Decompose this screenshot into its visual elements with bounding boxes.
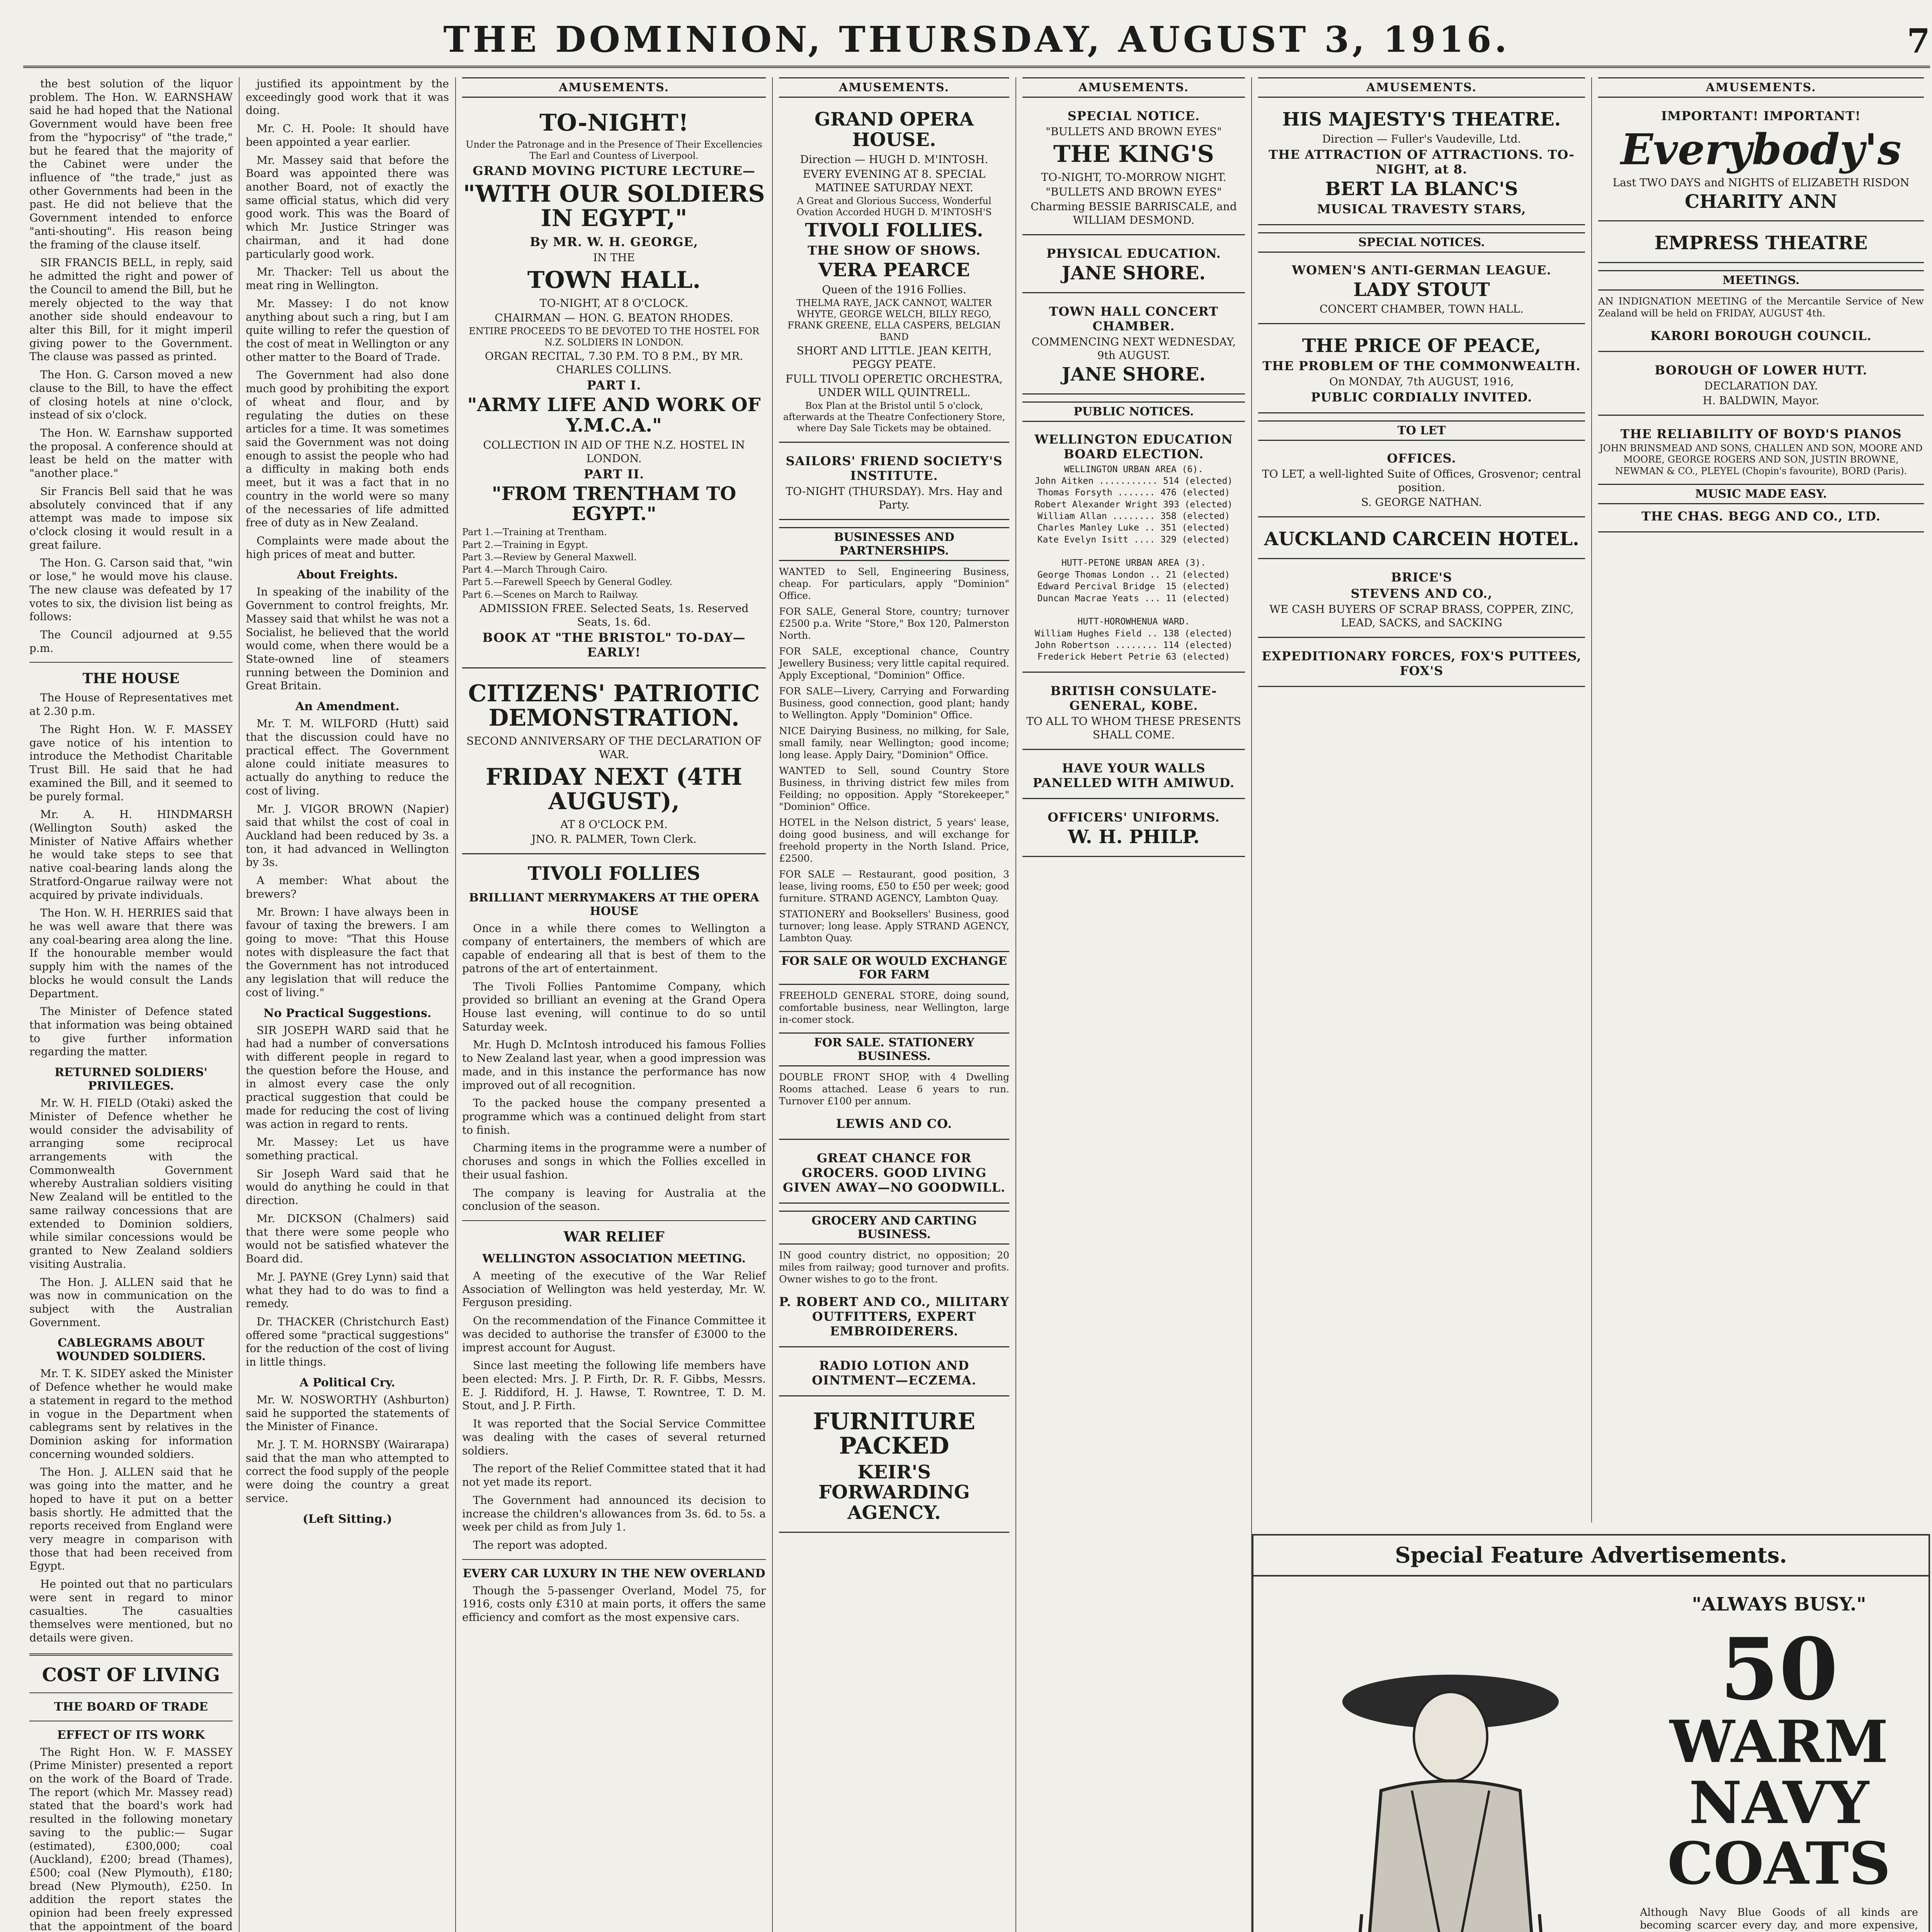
demonstration-advertisement — [462, 674, 766, 854]
league-advertisement — [1258, 257, 1585, 325]
ad-line: Part 2.—Training in Egypt. — [462, 539, 588, 550]
column-5 — [1016, 77, 1252, 1932]
ad-line: PART II. — [583, 466, 645, 481]
ad-line: THE SHOW OF SHOWS. — [808, 243, 981, 258]
ad-line: TO LET, a well-lighted Suite of Offices, Grosvenor; central position. — [1262, 468, 1581, 494]
lecture-advertisement — [462, 103, 766, 668]
divider — [462, 1220, 766, 1221]
classified-category: TO LET — [1258, 420, 1585, 441]
ad-line: Part 1.—Training at Trentham. — [462, 527, 607, 538]
ad-line: TOWN HALL CONCERT CHAMBER. — [1049, 304, 1219, 333]
karori-advertisement — [1598, 323, 1924, 352]
ad-line: TO-NIGHT, AT 8 O'CLOCK. — [539, 296, 689, 310]
ad-line: By MR. W. H. GEORGE, — [530, 234, 698, 249]
article-paragraph: The report was adopted. — [473, 1538, 608, 1551]
ad-headline: TO-NIGHT! — [539, 109, 689, 136]
article-paragraph: Complaints were made about the high prices of meat and butter. — [246, 534, 449, 561]
article-paragraph: A member: What about the brewers? — [246, 874, 449, 900]
ad-headline: JANE SHORE. — [1061, 262, 1206, 284]
ad-line: SECOND ANNIVERSARY OF THE DECLARATION OF WAR. — [466, 734, 762, 761]
ad-headline: OFFICES. — [1387, 451, 1456, 466]
article-paragraph: He pointed out that no particulars were sent in regard to minor casualties. The casualties themselves were mentioned, but no details were given. — [29, 1578, 233, 1645]
ad-line: THELMA RAYE, JACK CANNOT, WALTER WHYTE, GEORGE WELCH, BILLY REGO, FRANK GREENE, ELLA CASPERS, BELGIAN BAND — [787, 297, 1001, 342]
article-paragraph: Mr. Hugh D. McIntosh introduced his famous Follies to New Zealand last year, when a good impression was made, and in this instance the performance has now improved out of all recognition. — [462, 1038, 766, 1092]
column-2 — [240, 77, 456, 1932]
ad-line: Part 4.—March Through Cairo. — [462, 564, 608, 575]
classified-ad: STATIONERY and Booksellers' Business, good turnover; long lease. Apply STRAND AGENCY, Lambton Quay. — [779, 908, 1009, 944]
ad-line: MUSICAL TRAVESTY STARS, — [1317, 201, 1526, 216]
ad-line: COMMENCING NEXT WEDNESDAY, 9th AUGUST. — [1031, 335, 1236, 362]
classified-ad: IN good country district, no opposition; 20 miles from railway; good turnover and profits. Owner wishes to go to the front. — [779, 1249, 1009, 1285]
navy-coats-copy — [1640, 1594, 1918, 1932]
ad-line: ENTIRE PROCEEDS TO BE DEVOTED TO THE HOSTEL FOR N.Z. SOLDIERS IN LONDON. — [469, 325, 759, 348]
sub-heading: WELLINGTON ASSOCIATION MEETING. — [482, 1252, 746, 1266]
ad-headline: KARORI BOROUGH COUNCIL. — [1650, 328, 1872, 344]
sub-heading: About Freights. — [297, 568, 398, 582]
opera-house-advertisement — [779, 103, 1009, 443]
article-paragraph: Since last meeting the following life members have been elected: Mrs. J. P. Firth, Dr. R. F. Gibbs, Messrs. E. J. Riddiford, H. J. Hawse, T. Rowntree, T. D. M. Stout, and J. P. Firth. — [462, 1359, 766, 1412]
section-heading: THE HOUSE — [82, 670, 180, 687]
ad-headline: BRITISH CONSULATE-GENERAL, KOBE. — [1050, 683, 1217, 713]
article-paragraph: On the recommendation of the Finance Committee it was decided to authorise the transfer of £3000 to the imprest account for August. — [462, 1314, 766, 1354]
ad-headline: IMPORTANT! IMPORTANT! — [1661, 109, 1861, 123]
continued-note: (Left Sitting.) — [303, 1512, 392, 1526]
article-paragraph: Mr. Thacker: Tell us about the meat ring in Wellington. — [246, 265, 449, 292]
sub-heading: CABLEGRAMS ABOUT WOUNDED SOLDIERS. — [56, 1336, 206, 1364]
article-paragraph: Mr. J. PAYNE (Grey Lynn) said that what they had to do was to find a remedy. — [246, 1270, 449, 1310]
ad-headline: WELLINGTON EDUCATION BOARD ELECTION. — [1034, 432, 1233, 461]
lower-hutt-advertisement — [1598, 357, 1924, 416]
ad-line: "BULLETS AND BROWN EYES" — [1046, 185, 1222, 198]
article-paragraph: Once in a while there comes to Wellington a company of entertainers, the members of which are capable of endearing all that is best of them to the patrons of the art of entertainment. — [462, 922, 766, 975]
ad-line: TO-NIGHT (THURSDAY). Mrs. Hay and Party. — [786, 485, 1003, 511]
coat-figure-icon — [1284, 1644, 1617, 1932]
ad-headline: TOWN HALL. — [527, 266, 701, 294]
everybodys-advertisement — [1598, 103, 1924, 221]
hotel-advertisement — [1258, 523, 1585, 559]
ad-line: THE PROBLEM OF THE COMMONWEALTH. — [1262, 359, 1581, 374]
ad-line: PHYSICAL EDUCATION. — [1046, 246, 1221, 261]
panelling-advertisement — [1022, 755, 1245, 799]
special-feature-advertisement — [1252, 1534, 1930, 1932]
puttees-advertisement — [1258, 643, 1585, 687]
ad-line: IN THE — [593, 251, 635, 264]
ad-headline: SAILORS' FRIEND SOCIETY'S INSTITUTE. — [786, 453, 1003, 483]
column-7 — [1592, 77, 1930, 1522]
classified-ad: WANTED to Sell, Engineering Business, cheap. For particulars, apply "Dominion" Office. — [779, 566, 1009, 601]
ad-headline: JANE SHORE. — [1061, 363, 1206, 385]
ad-line: Part 6.—Scenes on March to Railway. — [462, 589, 638, 600]
article-paragraph: The Council adjourned at 9.55 p.m. — [29, 628, 233, 655]
woman-in-coat-illustration — [1284, 1644, 1617, 1932]
article-paragraph: the best solution of the liquor problem. The Hon. W. EARNSHAW said he had hoped that the National Government would have been free from the "hypocrisy" of "the trade," but he feared that the majority of the Cabinet were under the influence of "the trade," just as other Governments had been in the past. He did not believe that the Government intended to enforce "anti-shouting". His reason being the framing of the clause itself. — [29, 77, 233, 251]
ad-headline: BERT LA BLANC'S — [1325, 178, 1518, 200]
ad-headline: TIVOLI FOLLIES. — [805, 219, 983, 242]
coat-count: 50 — [1719, 1619, 1838, 1719]
ad-line: GRAND MOVING PICTURE LECTURE— — [473, 163, 755, 178]
ad-line: A Great and Glorious Success, Wonderful Ovation Accorded HUGH D. M'INTOSH'S — [796, 195, 992, 218]
ad-line: Queen of the 1916 Follies. — [822, 283, 966, 296]
ad-headline: GRAND OPERA HOUSE. — [815, 109, 974, 151]
ad-line: PUBLIC CORDIALLY INVITED. — [1311, 390, 1532, 405]
his-majestys-advertisement — [1258, 103, 1585, 225]
pianos-advertisement — [1598, 421, 1924, 532]
classified-category: MUSIC MADE EASY. — [1598, 484, 1924, 504]
ad-line: P. ROBERT AND CO., MILITARY OUTFITTERS, EXPERT EMBROIDERERS. — [779, 1294, 1009, 1338]
column-4 — [773, 77, 1016, 1932]
ad-line: GREAT CHANCE FOR GROCERS. GOOD LIVING GIVEN AWAY—NO GOODWILL. — [782, 1150, 1006, 1195]
ad-line: Charming BESSIE BARRISCALE, and WILLIAM DESMOND. — [1031, 200, 1237, 226]
lecture-advertisement — [1258, 330, 1585, 413]
divider — [29, 1692, 233, 1693]
ad-tagline: "ALWAYS BUSY." — [1692, 1594, 1866, 1615]
ad-headline: COATS — [1667, 1830, 1891, 1898]
article-paragraph: Charming items in the programme were a number of choruses and songs in which the Follies excelled in their usual fashion. — [462, 1141, 766, 1181]
sub-heading: A Political Cry. — [299, 1376, 395, 1389]
sailors-advertisement — [779, 448, 1009, 520]
article-paragraph: The Government had also done much good by prohibiting the export of wheat and flour, and by regulating the duties on these articles for a time. It was sometimes said the Government was not doing enough to assist the people who had a difficulty in making both ends meet, but it was a fact that in no country in the world were so many of the necessaries of life admitted free of duty as in New Zealand. — [246, 369, 449, 529]
article-paragraph: Though the 5-passenger Overland, Model 75, for 1916, costs only £310 at main ports, it offers the same efficiency and comfort as the most expensive cars. — [462, 1584, 766, 1624]
classified-ad: HOTEL in the Nelson district, 5 years' lease, doing good business, and will exchange for freehold property in the North Island. Price, £2500. — [779, 816, 1009, 864]
brice-advertisement — [1258, 565, 1585, 638]
sub-heading: EFFECT OF ITS WORK — [57, 1728, 205, 1742]
article-paragraph: Mr. J. VIGOR BROWN (Napier) said that whilst the cost of coal in Auckland had been reduced by 3s. a ton, it had advanced in Wellington by 3s. — [246, 802, 449, 869]
ad-headline: CITIZENS' PATRIOTIC DEMONSTRATION. — [468, 680, 760, 731]
ad-line: CHAIRMAN — HON. G. BEATON RHODES. — [495, 311, 733, 324]
column-header: AMUSEMENTS. — [1258, 77, 1585, 98]
ad-line: On MONDAY, 7th AUGUST, 1916, — [1329, 375, 1514, 388]
ad-headline: WOMEN'S ANTI-GERMAN LEAGUE. — [1292, 262, 1551, 277]
article-paragraph: justified its appointment by the exceedingly good work that it was doing. — [246, 77, 449, 117]
ad-headline: BOROUGH OF LOWER HUTT. — [1655, 363, 1867, 378]
ad-headline: VERA PEARCE — [818, 259, 970, 281]
ad-line: Last TWO DAYS and NIGHTS of ELIZABETH RISDON — [1612, 176, 1910, 189]
ad-line: Part 3.—Review by General Maxwell. — [462, 551, 637, 563]
article-paragraph: To the packed house the company presented a programme which was a continued delight from start to finish. — [462, 1097, 766, 1136]
ad-line: Under the Patronage and in the Presence of Their Excellencies The Earl and Countess of Liverpool. — [466, 139, 762, 162]
column-header: AMUSEMENTS. — [462, 77, 766, 98]
special-feature-heading: Special Feature Advertisements. — [1253, 1536, 1929, 1577]
ad-headline: BRICE'S — [1391, 570, 1452, 585]
classified-category: SPECIAL NOTICES. — [1258, 232, 1585, 253]
article-paragraph: Mr. W. NOSWORTHY (Ashburton) said he supported the statements of the Minister of Finance. — [246, 1393, 449, 1433]
article-paragraph: Mr. Massey said that before the Board was appointed there was another Board, not of exactly the same official status, which did very good work. This was the Board of which Mr. Justice Stringer was chairman, and it had done particularly good work. — [246, 153, 449, 260]
classified-ad: FOR SALE — Restaurant, good position, 3 lease, living rooms, £50 to £50 per week; good furniture. STRAND AGENCY, Lambton Quay. — [779, 868, 1009, 904]
ad-line: CONCERT CHAMBER, TOWN HALL. — [1319, 303, 1524, 316]
ad-line: AT 8 O'CLOCK P.M. — [560, 818, 668, 831]
ad-headline: FRIDAY NEXT (4TH AUGUST), — [486, 763, 742, 815]
ad-line: DECLARATION DAY. — [1704, 379, 1818, 393]
ad-line: "BULLETS AND BROWN EYES" — [1046, 125, 1222, 138]
column-header: AMUSEMENTS. — [1598, 77, 1924, 98]
uniforms-advertisement — [1022, 804, 1245, 857]
grocers-advertisement — [779, 1145, 1009, 1204]
classified-ad: DOUBLE FRONT SHOP, with 4 Dwelling Rooms attached. Lease 6 years to run. Turnover £100 per annum. — [779, 1071, 1009, 1107]
classified-ad: AN INDIGNATION MEETING of the Mercantile Service of New Zealand will be held on FRIDAY, AUGUST 4th. — [1598, 296, 1924, 319]
article-paragraph: Sir Francis Bell said that he was absolutely convinced that if any attempt was made to impose six o'clock closing it would result in a great failure. — [29, 485, 233, 551]
article-paragraph: The Tivoli Follies Pantomime Company, which provided so brilliant an evening at the Grand Opera House last evening, will continue to do so until Saturday week. — [462, 980, 766, 1033]
article-paragraph: The Hon. J. ALLEN said that he was now in communication on the subject with the Australian Government. — [29, 1276, 233, 1329]
ad-line: EVERY EVENING AT 8. SPECIAL MATINEE SATURDAY NEXT. — [803, 167, 986, 194]
ad-line: BOOK AT "THE BRISTOL" TO-DAY—EARLY! — [482, 630, 746, 660]
article-paragraph: SIR FRANCIS BELL, in reply, said he admitted the right and power of the Council to amend the Bill, but he merely objected to the way that another side should endeavour to alter this Bill, for it might imperil giving power to the Government. The clause was passed as printed. — [29, 256, 233, 363]
article-paragraph: Mr. DICKSON (Chalmers) said that there were some people who would not be satisfied whatever the Board did. — [246, 1212, 449, 1265]
article-paragraph: In speaking of the inability of the Government to control freights, Mr. Massey said that whilst he was not a Socialist, he believed that the world would come, when there would be a State-owned line of steamers running between the Dominion and Great Britain. — [246, 585, 449, 692]
ad-line: Box Plan at the Bristol until 5 o'clock, afterwards at the Theatre Confectionery Store, where Day Sale Tickets may be obtained. — [783, 400, 1005, 434]
ad-headline: THE RELIABILITY OF BOYD'S PIANOS — [1620, 427, 1902, 442]
article-paragraph: The House of Representatives met at 2.30 p.m. — [29, 691, 233, 718]
ad-line: S. GEORGE NATHAN. — [1361, 496, 1482, 509]
ad-line: JOHN BRINSMEAD AND SONS, CHALLEN AND SON, MOORE AND MOORE, GEORGE ROGERS AND SON, JUSTIN BROWNE, NEWMAN & CO., PLEYEL (Chopin's favourite), BORD (Paris). — [1599, 443, 1923, 476]
page-number: 7 — [1907, 22, 1930, 61]
ad-line: WE CASH BUYERS OF SCRAP BRASS, COPPER, ZINC, LEAD, SACKS, and SACKING — [1269, 602, 1574, 629]
article-paragraph: Mr. C. H. Poole: It should have been appointed a year earlier. — [246, 122, 449, 148]
article-paragraph: The Hon. W. H. HERRIES said that he was well aware that there was any coal-bearing area along the line. If the honourable member would supply him with the names of the blocks he would consult the Lands Department. — [29, 906, 233, 1000]
ad-line: "ARMY LIFE AND WORK OF Y.M.C.A." — [467, 394, 761, 436]
ad-line: Direction — HUGH D. M'INTOSH. — [800, 153, 988, 166]
classified-category: BUSINESSES AND PARTNERSHIPS. — [779, 527, 1009, 561]
divider — [462, 1559, 766, 1560]
ad-line: SHORT AND LITTLE. JEAN KEITH, PEGGY PEATE. — [796, 344, 992, 371]
classified-ad: NICE Dairying Business, no milking, for Sale, small family, near Wellington; good income; long lease. Apply Dairy, "Dominion" Office. — [779, 725, 1009, 760]
ad-line: TO ALL TO WHOM THESE PRESENTS SHALL COME. — [1026, 714, 1241, 741]
article-paragraph: The company is leaving for Australia at the conclusion of the season. — [462, 1186, 766, 1213]
divider — [29, 1653, 233, 1656]
article-paragraph: It was reported that the Social Service Committee was dealing with the cases of several returned soldiers. — [462, 1417, 766, 1457]
ad-headline: HAVE YOUR WALLS PANELLED WITH AMIWUD. — [1032, 760, 1235, 790]
article-headline: COST OF LIVING — [42, 1664, 220, 1686]
offices-advertisement — [1258, 446, 1585, 517]
ad-line: PART I. — [587, 378, 641, 393]
election-results — [1022, 427, 1245, 673]
column-6 — [1252, 77, 1592, 1522]
ad-line: SPECIAL NOTICE. — [1067, 109, 1200, 123]
results-table: WELLINGTON URBAN AREA (6). John Aitken ........... 514 (elected) Thomas Forsyth ....... 476 (elected) Robert Alexander Wright 393 (elected) William Allan ........ 358 (elected) Charles Manley Luke .. 351 (elected) Kate Evelyn Isitt .... 329 (elected) HUTT-PETONE URBAN AREA (3). George Thomas London .. 21 (elected) Edward Percival Bridge 15 (elected) Duncan Macrae Yeats ... 11 (elected) HUTT-HOROWHENUA WARD. William Hughes Field .. 138 (elected) John Robertson ........ 114 (elected) Frederick Hebert Petrie 63 (elected) — [1034, 464, 1233, 662]
ad-line: TO-NIGHT, TO-MORROW NIGHT. — [1041, 171, 1226, 184]
sub-heading: BRILLIANT MERRYMAKERS AT THE OPERA HOUSE — [469, 891, 759, 918]
masthead-title: THE DOMINION, THURSDAY, AUGUST 3, 1916. — [443, 19, 1510, 60]
ad-line: THE CHAS. BEGG AND CO., LTD. — [1641, 509, 1881, 524]
ad-headline: FURNITURE PACKED — [813, 1408, 976, 1459]
article-paragraph: The Right Hon. W. F. MASSEY (Prime Minister) presented a report on the work of the Board of Trade. The report (which Mr. Massey read) stated that the board's work had resulted in the following monetary saving to the public:— Sugar (estimated), £300,000; coal (Auckland), £200; bread (Thames), £500; coal (New Plymouth), £180; bread (New Plymouth), £250. In addition the report states the opinion had been freely expressed that the appointment of the board — [29, 1745, 233, 1932]
ad-headline: W. H. PHILP. — [1068, 826, 1200, 848]
classified-category: PUBLIC NOTICES. — [1022, 401, 1245, 422]
article-paragraph: The report of the Relief Committee stated that it had not yet made its report. — [462, 1462, 766, 1489]
kings-theatre-advertisement — [1022, 103, 1245, 235]
empress-advertisement — [1598, 227, 1924, 263]
ad-headline: "WITH OUR SOLDIERS IN EGYPT," — [463, 180, 765, 232]
article-paragraph: Mr. T. M. WILFORD (Hutt) said that the discussion could have no practical effect. The Government alone could initiate measures to actually do anything to reduce the cost of living. — [246, 717, 449, 797]
ad-headline: EMPRESS THEATRE — [1654, 232, 1868, 254]
ad-headline: LADY STOUT — [1353, 279, 1490, 301]
article-paragraph: The Hon. J. ALLEN said that he was going into the matter, and he hoped to have it put on a better basis shortly. He admitted that the reports received from England were very meagre in comparison with those that had been received from Egypt. — [29, 1466, 233, 1573]
ad-headline: WARM — [1670, 1708, 1888, 1776]
article-paragraph: Mr. Massey: Let us have something practical. — [246, 1136, 449, 1162]
article-paragraph: Mr. J. T. M. HORNSBY (Wairarapa) said that the man who attempted to correct the food supply of the people were doing the country a great service. — [246, 1438, 449, 1505]
ad-headline: THE PRICE OF PEACE, — [1302, 335, 1541, 357]
article-paragraph: The Right Hon. W. F. MASSEY gave notice of his intention to introduce the Methodist Charitable Trust Bill. He said that he had examined the Bill, and it seemed to be purely formal. — [29, 723, 233, 803]
column-header: AMUSEMENTS. — [1022, 77, 1245, 98]
article-paragraph: Mr. Massey: I do not know anything about such a ring, but I am quite willing to refer the question of the cost of meat in Wellington or any other matter to the Board of Trade. — [246, 297, 449, 364]
article-paragraph: Mr. Brown: I have always been in favour of taxing the brewers. I am going to move: "That this House notes with displeasure the fact that the Government has not introduced any legislation that will reduce the cost of living." — [246, 905, 449, 999]
sub-heading: EVERY CAR LUXURY IN THE NEW OVERLAND — [463, 1566, 765, 1580]
ad-line: THE ATTRACTION OF ATTRACTIONS. TO-NIGHT, at 8. — [1269, 147, 1575, 177]
ad-line: Part 5.—Farewell Speech by General Godley. — [462, 577, 673, 588]
ad-line: LEWIS AND CO. — [836, 1116, 952, 1131]
sub-heading: No Practical Suggestions. — [263, 1006, 432, 1020]
consulate-advertisement — [1022, 678, 1245, 750]
classified-category: MEETINGS. — [1598, 270, 1924, 291]
ad-line: Direction — Fuller's Vaudeville, Ltd. — [1322, 132, 1521, 145]
lotion-advertisement — [779, 1353, 1009, 1396]
column-header: AMUSEMENTS. — [779, 77, 1009, 98]
everybodys-logo: Everybody's — [1621, 124, 1901, 174]
classified-category: GROCERY AND CARTING BUSINESS. — [779, 1211, 1009, 1245]
furniture-advertisement — [779, 1402, 1009, 1533]
classified-ad: FOR SALE, General Store, country; turnover £2500 p.a. Write "Store," Box 120, Palmerston North. — [779, 605, 1009, 641]
ad-line: H. BALDWIN, Mayor. — [1702, 394, 1820, 407]
classified-ad: WANTED to Sell, sound Country Store Business, in thriving district few miles from Feilding; no opposition. Apply "Storekeeper," "Dominion" Office. — [779, 765, 1009, 812]
classified-category: FOR SALE. STATIONERY BUSINESS. — [779, 1032, 1009, 1066]
article-paragraph: The Government had announced its decision to increase the children's allowances from 3s. 6d. to 5s. a week per child as from July 1. — [462, 1493, 766, 1534]
ad-line: FULL TIVOLI OPERETIC ORCHESTRA, UNDER WILL QUINTRELL. — [785, 372, 1003, 399]
article-paragraph: SIR JOSEPH WARD said that he had had a number of conversations with different people in regard to the question before the House, and in almost every case the only practical suggestion that could be made for reducing the cost of living was action in regard to rents. — [246, 1024, 449, 1131]
ad-headline: THE KING'S — [1053, 141, 1214, 168]
outfitters-advertisement — [779, 1289, 1009, 1347]
lewis-advertisement — [779, 1111, 1009, 1140]
ad-headline: AUCKLAND CARCEIN HOTEL. — [1264, 528, 1579, 550]
article-paragraph: The Minister of Defence stated that information was being obtained to give further information regarding the matter. — [29, 1005, 233, 1058]
physical-education-advertisement — [1022, 241, 1245, 293]
divider — [29, 662, 233, 663]
classified-category: FOR SALE OR WOULD EXCHANGE FOR FARM — [779, 951, 1009, 985]
ad-headline: KEIR'S FORWARDING AGENCY. — [818, 1461, 970, 1524]
article-paragraph: Sir Joseph Ward said that he would do anything he could in that direction. — [246, 1167, 449, 1207]
article-paragraph: Mr. A. H. HINDMARSH (Wellington South) asked the Minister of Native Affairs whether he would take steps to see that native coal-bearing lands along the Stratford-Ongarue railway were not acquired by private individuals. — [29, 808, 233, 901]
ad-headline: CHARITY ANN — [1685, 190, 1837, 213]
ad-headline: NAVY — [1689, 1769, 1869, 1837]
ad-description: Although Navy Blue Goods of all kinds are becoming scarcer every day, and more expensive, — [1640, 1906, 1918, 1932]
section-heading: WAR RELIEF — [563, 1229, 665, 1245]
article-paragraph: The Hon. W. Earnshaw supported the proposal. A conference should at least be held on the matter with "another place." — [29, 426, 233, 480]
article-paragraph: The Hon. G. Carson moved a new clause to the Bill, to have the effect of closing hotels at nine o'clock, instead of six o'clock. — [29, 368, 233, 422]
sub-heading: RETURNED SOLDIERS' PRIVILEGES. — [54, 1066, 207, 1093]
article-paragraph: Dr. THACKER (Christchurch East) offered some "practical suggestions" for the reduction of the cost of living in little things. — [246, 1315, 449, 1369]
classified-ad: FOR SALE, exceptional chance, Country Jewellery Business; very little capital required. Apply Exceptional, "Dominion" Office. — [779, 645, 1009, 681]
ad-headline: EXPEDITIONARY FORCES, FOX'S PUTTEES, FOX'S — [1262, 648, 1582, 678]
ad-line: STEVENS AND CO., — [1350, 586, 1493, 601]
town-hall-advertisement — [1022, 299, 1245, 395]
article-paragraph: A meeting of the executive of the War Relief Association of Wellington was held yesterday, Mr. W. Ferguson presiding. — [462, 1269, 766, 1309]
ad-line: COLLECTION IN AID OF THE N.Z. HOSTEL IN LONDON. — [483, 438, 745, 465]
ad-headline: OFFICERS' UNIFORMS. — [1048, 810, 1220, 825]
article-paragraph: Mr. W. H. FIELD (Otaki) asked the Minister of Defence whether he would consider the advisability of arranging some reciprocal arrangements with the Commonwealth Government whereby Australian soldiers visiting New Zealand will be entitled to the same railway concessions that are extended to Dominion soldiers, while similar concessions would be granted to New Zealand soldiers visiting Australia. — [29, 1097, 233, 1270]
masthead — [23, 12, 1930, 68]
ad-line: "FROM TRENTHAM TO EGYPT." — [492, 483, 736, 525]
classified-ad: FOR SALE—Livery, Carrying and Forwarding Business, good connection, good plant; handy to Wellington. Apply "Dominion" Office. — [779, 685, 1009, 721]
ad-line: RADIO LOTION AND OINTMENT—ECZEMA. — [812, 1358, 976, 1388]
ad-line: ORGAN RECITAL, 7.30 P.M. TO 8 P.M., BY MR. CHARLES COLLINS. — [485, 350, 743, 376]
sub-heading: THE BOARD OF TRADE — [54, 1700, 208, 1714]
article-headline: TIVOLI FOLLIES — [527, 862, 701, 884]
article-paragraph: The Hon. G. Carson said that, "win or lose," he would move his clause. The new clause was defeated by 17 votes to six, the division list being as follows: — [29, 556, 233, 623]
article-paragraph: Mr. T. K. SIDEY asked the Minister of Defence whether he would make a statement in regard to the method in vogue in the Department when cablegrams sent by relatives in the Dominion asking for information concerning wounded soldiers. — [29, 1367, 233, 1461]
sub-heading: An Amendment. — [295, 700, 400, 714]
column-1 — [23, 77, 240, 1932]
ad-line: JNO. R. PALMER, Town Clerk. — [531, 832, 697, 845]
column-3 — [456, 77, 773, 1932]
ad-line: ADMISSION FREE. Selected Seats, 1s. Reserved Seats, 1s. 6d. — [479, 602, 749, 628]
classified-ad: FREEHOLD GENERAL STORE, doing sound, comfortable business, near Wellington, large in-comer stock. — [779, 990, 1009, 1025]
ad-headline: HIS MAJESTY'S THEATRE. — [1282, 109, 1561, 130]
